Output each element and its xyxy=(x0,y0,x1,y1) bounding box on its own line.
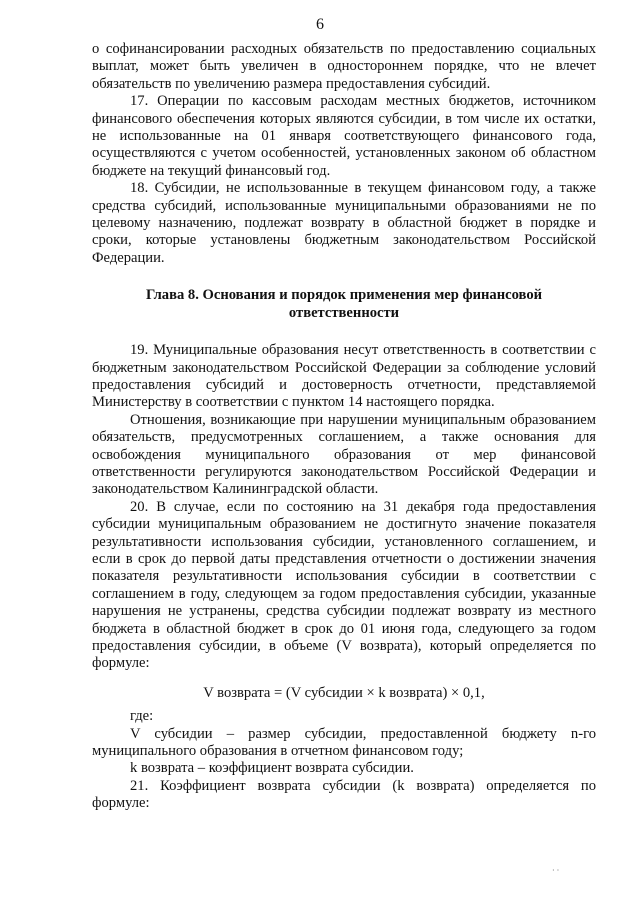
paragraph-21: 21. Коэффициент возврата субсидии (k возврата) определяется по формуле: xyxy=(92,777,596,812)
definition-k-return: k возврата – коэффициент возврата субсидии. xyxy=(130,760,414,777)
where-label: где: xyxy=(130,708,154,725)
page-number: 6 xyxy=(316,16,324,33)
paragraph-continuation: о софинансировании расходных обязательств по предоставлению социальных выплат, может быть увеличен в одностороннем порядке, что не влечет обязательств по увеличению размера предоставления субсидий. xyxy=(92,41,596,92)
paragraph-17: 17. Операции по кассовым расходам местных бюджетов, источником финансового обеспечения которых являются субсидии, в том числе их остатки, не использованные на 01 января соответствующего финансового года, осуществляются с учетом особенностей, установленных законом об областном бюджете на текущий финансовый год. xyxy=(92,93,596,179)
document-body xyxy=(92,41,596,813)
definition-v-subsidy: V субсидии – размер субсидии, предоставленной бюджету n-го муниципального образования в отчетном финансовом году; xyxy=(92,725,596,760)
formula: V возврата = (V субсидии × k возврата) × 0,1, xyxy=(203,684,485,701)
margin-mark: · · xyxy=(552,866,560,875)
paragraph-18: 18. Субсидии, не использованные в текущем финансовом году, а также средства субсидий, использованные муниципальными образованиями не по целевому назначению, подлежат возврату в областной бюджет в порядке и сроки, которые установлены бюджетным законодательством Российской Федерации. xyxy=(92,180,596,266)
paragraph-20: 20. В случае, если по состоянию на 31 декабря года предоставления субсидии муниципальным образованием не достигнуто значение показателя результативности использования субсидии, установленного соглашением, и если в срок до первой даты представления отчетности о достижении значения показателя результативности использования субсидии в соответствии с соглашением в году, следующем за годом предоставления субсидии, указанные нарушения не устранены, средства субсидии подлежат возврату из местного бюджета в областной бюджет в срок до 01 июня года, следующего за годом предоставления субсидии, в объеме (V возврата), который определяется по формуле: xyxy=(92,498,596,672)
chapter-heading: Глава 8. Основания и порядок применения мер финансовой ответственности xyxy=(145,287,543,321)
paragraph-relations: Отношения, возникающие при нарушении муниципальным образованием обязательств, предусмотренных соглашением, а также основания для освобождения муниципального образования от мер финансовой ответственности регулируются законодательством Российской Федерации и законодательством Калининградской области. xyxy=(92,411,596,498)
paragraph-19: 19. Муниципальные образования несут ответственность в соответствии с бюджетным законодательством Российской Федерации за соблюдение условий предоставления субсидий и достоверность отчетности, представляемой Министерству в соответствии с пунктом 14 настоящего порядка. xyxy=(92,342,596,411)
